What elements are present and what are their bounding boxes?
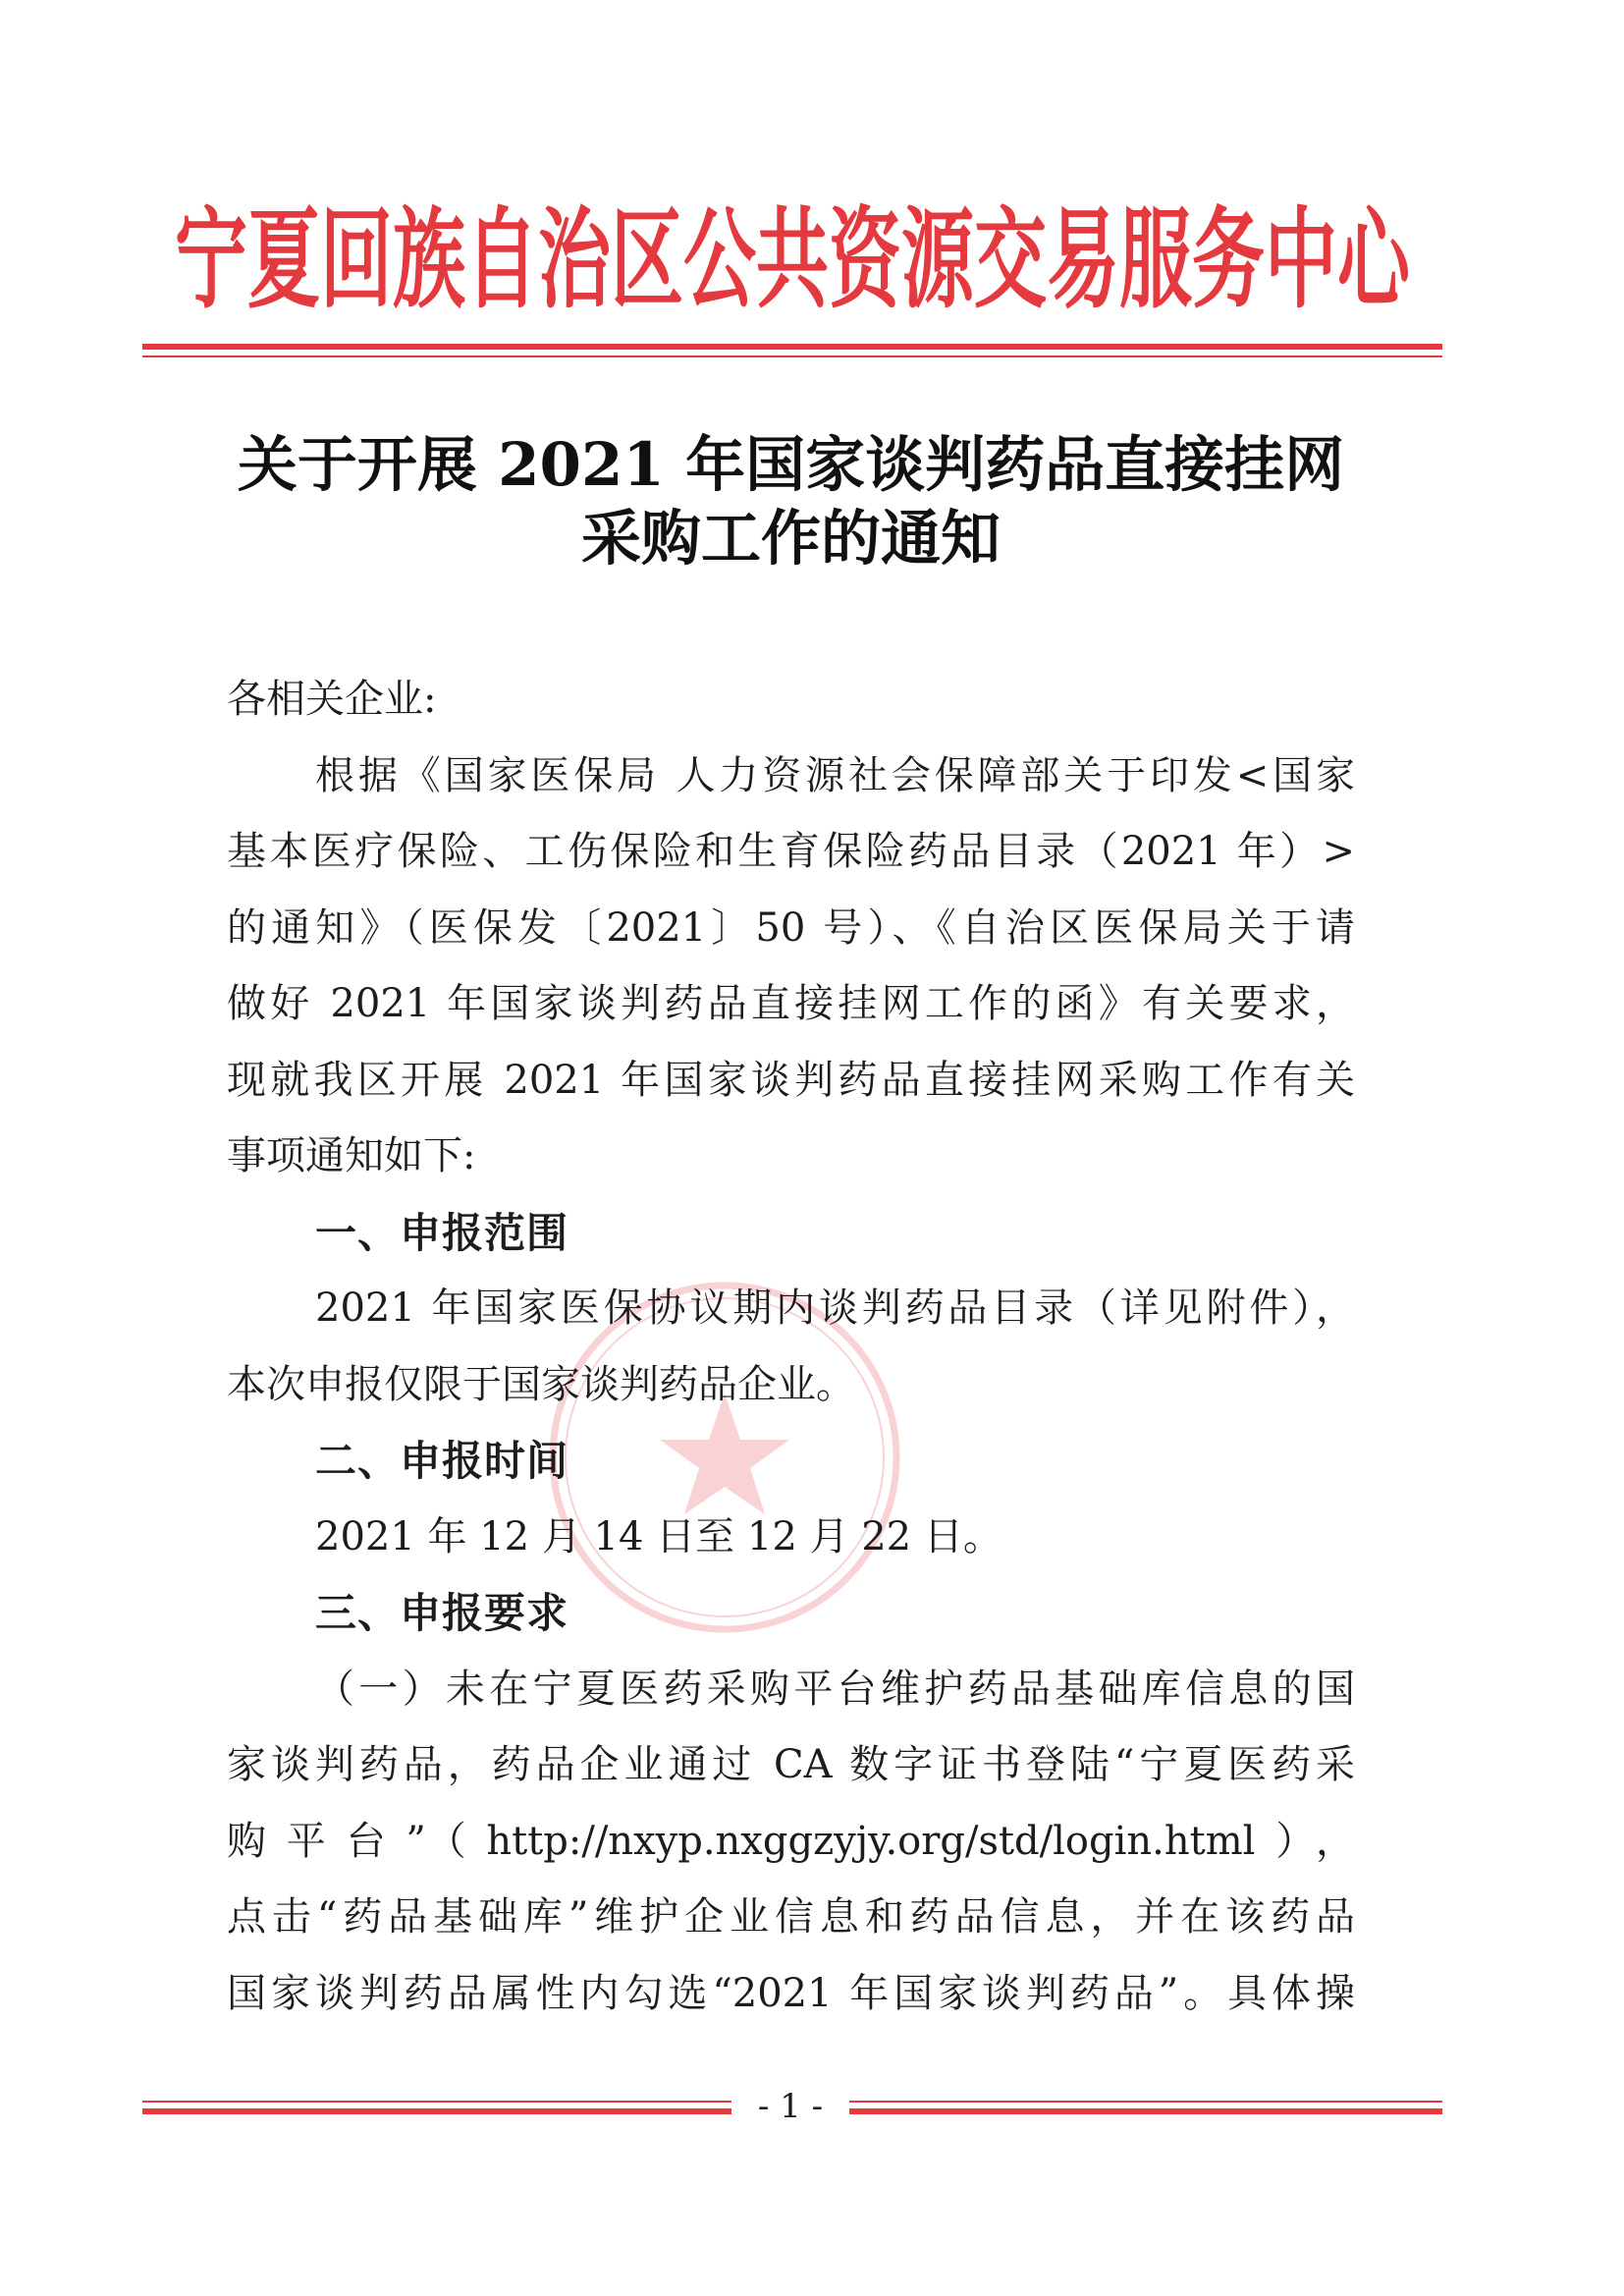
section-heading-scope: 一、申报范围 (315, 1208, 569, 1257)
letterhead-rule-thick (142, 344, 1442, 350)
section-3-line: 国家谈判药品属性内勾选“2021 年国家谈判药品”。具体操 (227, 1970, 1355, 2016)
section-1-line: 本次申报仅限于国家谈判药品企业。 (227, 1361, 855, 1407)
page-number: - 1 - (731, 2084, 849, 2129)
document-title-line-1: 关于开展 2021 年国家谈判药品直接挂网 (237, 430, 1345, 500)
section-3-line: 家谈判药品，药品企业通过 CA 数字证书登陆“宁夏医药采 (227, 1742, 1355, 1787)
intro-line: 的通知》（医保发〔2021〕50 号）、《自治区医保局关于请 (227, 904, 1355, 951)
letterhead-organization-name: 宁夏回族自治区公共资源交易服务中心 (175, 196, 1410, 324)
section-2-line: 2021 年 12 月 14 日至 12 月 22 日。 (315, 1513, 1002, 1559)
section-3-line: 购平台”（http://nxyp.nxggzyjy.org/std/login.html）， (227, 1818, 1355, 1864)
intro-line: 做好 2021 年国家谈判药品直接挂网工作的函》有关要求， (227, 981, 1355, 1026)
intro-line: 基本医疗保险、工伤保险和生育保险药品目录（2021 年）> (227, 829, 1355, 874)
section-heading-time: 二、申报时间 (315, 1437, 569, 1485)
section-3-line: （一）未在宁夏医药采购平台维护药品基础库信息的国 (315, 1666, 1355, 1712)
section-1-line: 2021 年国家医保协议期内谈判药品目录（详见附件）， (315, 1285, 1355, 1331)
intro-line: 现就我区开展 2021 年国家谈判药品直接挂网采购工作有关 (227, 1057, 1355, 1103)
document-body (227, 662, 1355, 2032)
document-title-line-2: 采购工作的通知 (580, 504, 1001, 574)
salutation: 各相关企业: (227, 677, 437, 722)
document-title (227, 428, 1355, 575)
intro-line: 根据《国家医保局 人力资源社会保障部关于印发<国家 (315, 752, 1355, 798)
intro-line: 事项通知如下: (227, 1133, 476, 1178)
letterhead-rule-thin (142, 355, 1442, 357)
letterhead (142, 196, 1442, 324)
section-3-line: 点击“药品基础库”维护企业信息和药品信息，并在该药品 (227, 1894, 1355, 1940)
section-heading-requirements: 三、申报要求 (315, 1589, 569, 1637)
